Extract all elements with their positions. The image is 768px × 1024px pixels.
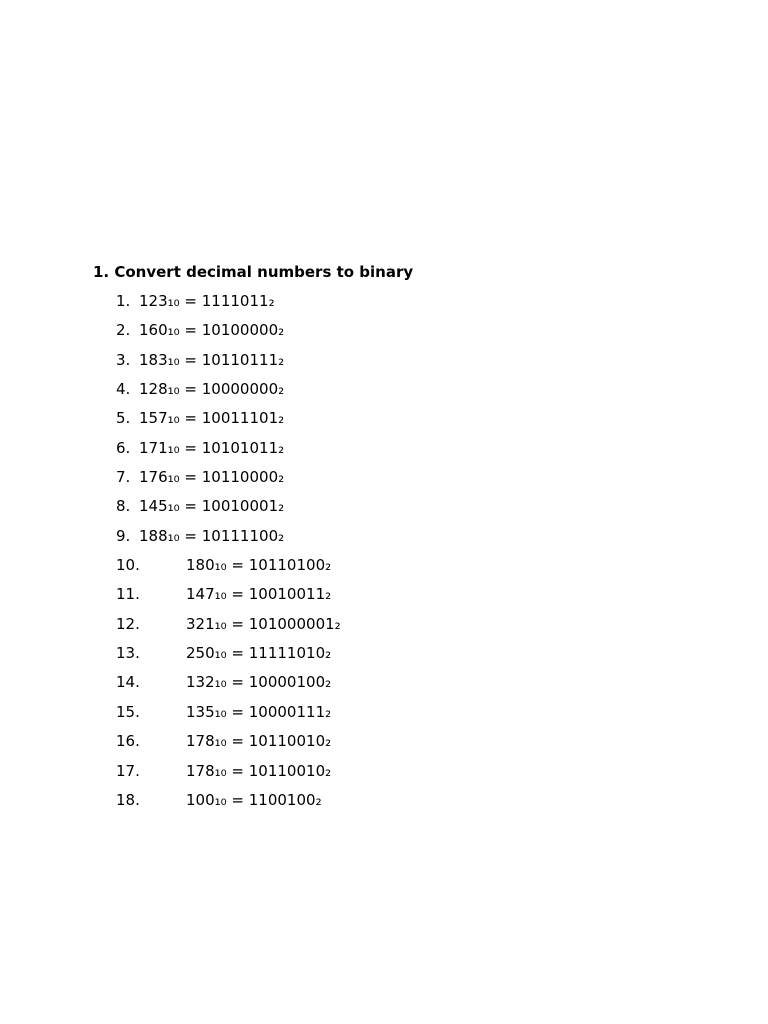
list-item	[116, 408, 285, 437]
list-item	[116, 526, 285, 555]
item-number: 18.	[116, 790, 140, 809]
list-item	[116, 614, 341, 643]
conversion-text: 178₁₀ = 10110010₂	[186, 761, 332, 780]
conversion-text: 178₁₀ = 10110010₂	[186, 732, 332, 751]
item-number: 5.	[116, 409, 131, 428]
item-number: 7.	[116, 468, 131, 487]
conversion-text: 100₁₀ = 1100100₂	[186, 790, 322, 809]
conversion-text: 128₁₀ = 10000000₂	[139, 380, 285, 399]
item-number: 1.	[116, 292, 131, 310]
list-item	[116, 291, 275, 320]
list-item	[116, 761, 332, 790]
conversion-text: 132₁₀ = 10000100₂	[186, 673, 332, 692]
conversion-text: 123₁₀ = 1111011₂	[139, 292, 275, 310]
item-number: 17.	[116, 761, 140, 780]
list-item	[116, 320, 285, 349]
item-number: 2.	[116, 321, 131, 340]
item-number: 13.	[116, 644, 140, 663]
list-item	[116, 350, 285, 379]
list-item	[116, 438, 285, 467]
list-item	[116, 702, 332, 731]
list-item	[116, 672, 332, 701]
conversion-text: 321₁₀ = 101000001₂	[186, 614, 341, 633]
list-item	[116, 379, 285, 408]
item-number: 10.	[116, 556, 140, 575]
conversion-text: 176₁₀ = 10110000₂	[139, 468, 285, 487]
item-number: 8.	[116, 497, 131, 516]
list-item	[116, 790, 322, 819]
list-item	[116, 555, 332, 584]
item-number: 16.	[116, 732, 140, 751]
item-number: 12.	[116, 614, 140, 633]
conversion-text: 188₁₀ = 10111100₂	[139, 526, 285, 545]
conversion-text: 183₁₀ = 10110111₂	[139, 350, 285, 369]
item-number: 6.	[116, 438, 131, 457]
list-item	[116, 496, 285, 525]
conversion-text: 135₁₀ = 10000111₂	[186, 702, 332, 721]
answer-list	[116, 291, 341, 819]
conversion-text: 180₁₀ = 10110100₂	[186, 556, 332, 575]
list-item	[116, 643, 332, 672]
list-item	[116, 731, 332, 760]
conversion-text: 157₁₀ = 10011101₂	[139, 409, 285, 428]
conversion-text: 250₁₀ = 11111010₂	[186, 644, 332, 663]
item-number: 11.	[116, 585, 140, 604]
conversion-text: 160₁₀ = 10100000₂	[139, 321, 285, 340]
item-number: 9.	[116, 526, 131, 545]
exercise-heading: 1. Convert decimal numbers to binary	[93, 263, 414, 281]
list-item	[116, 584, 332, 613]
conversion-text: 147₁₀ = 10010011₂	[186, 585, 332, 604]
conversion-text: 145₁₀ = 10010001₂	[139, 497, 285, 516]
item-number: 4.	[116, 380, 131, 399]
conversion-text: 171₁₀ = 10101011₂	[139, 438, 285, 457]
list-item	[116, 467, 285, 496]
item-number: 14.	[116, 673, 140, 692]
item-number: 3.	[116, 350, 131, 369]
item-number: 15.	[116, 702, 140, 721]
